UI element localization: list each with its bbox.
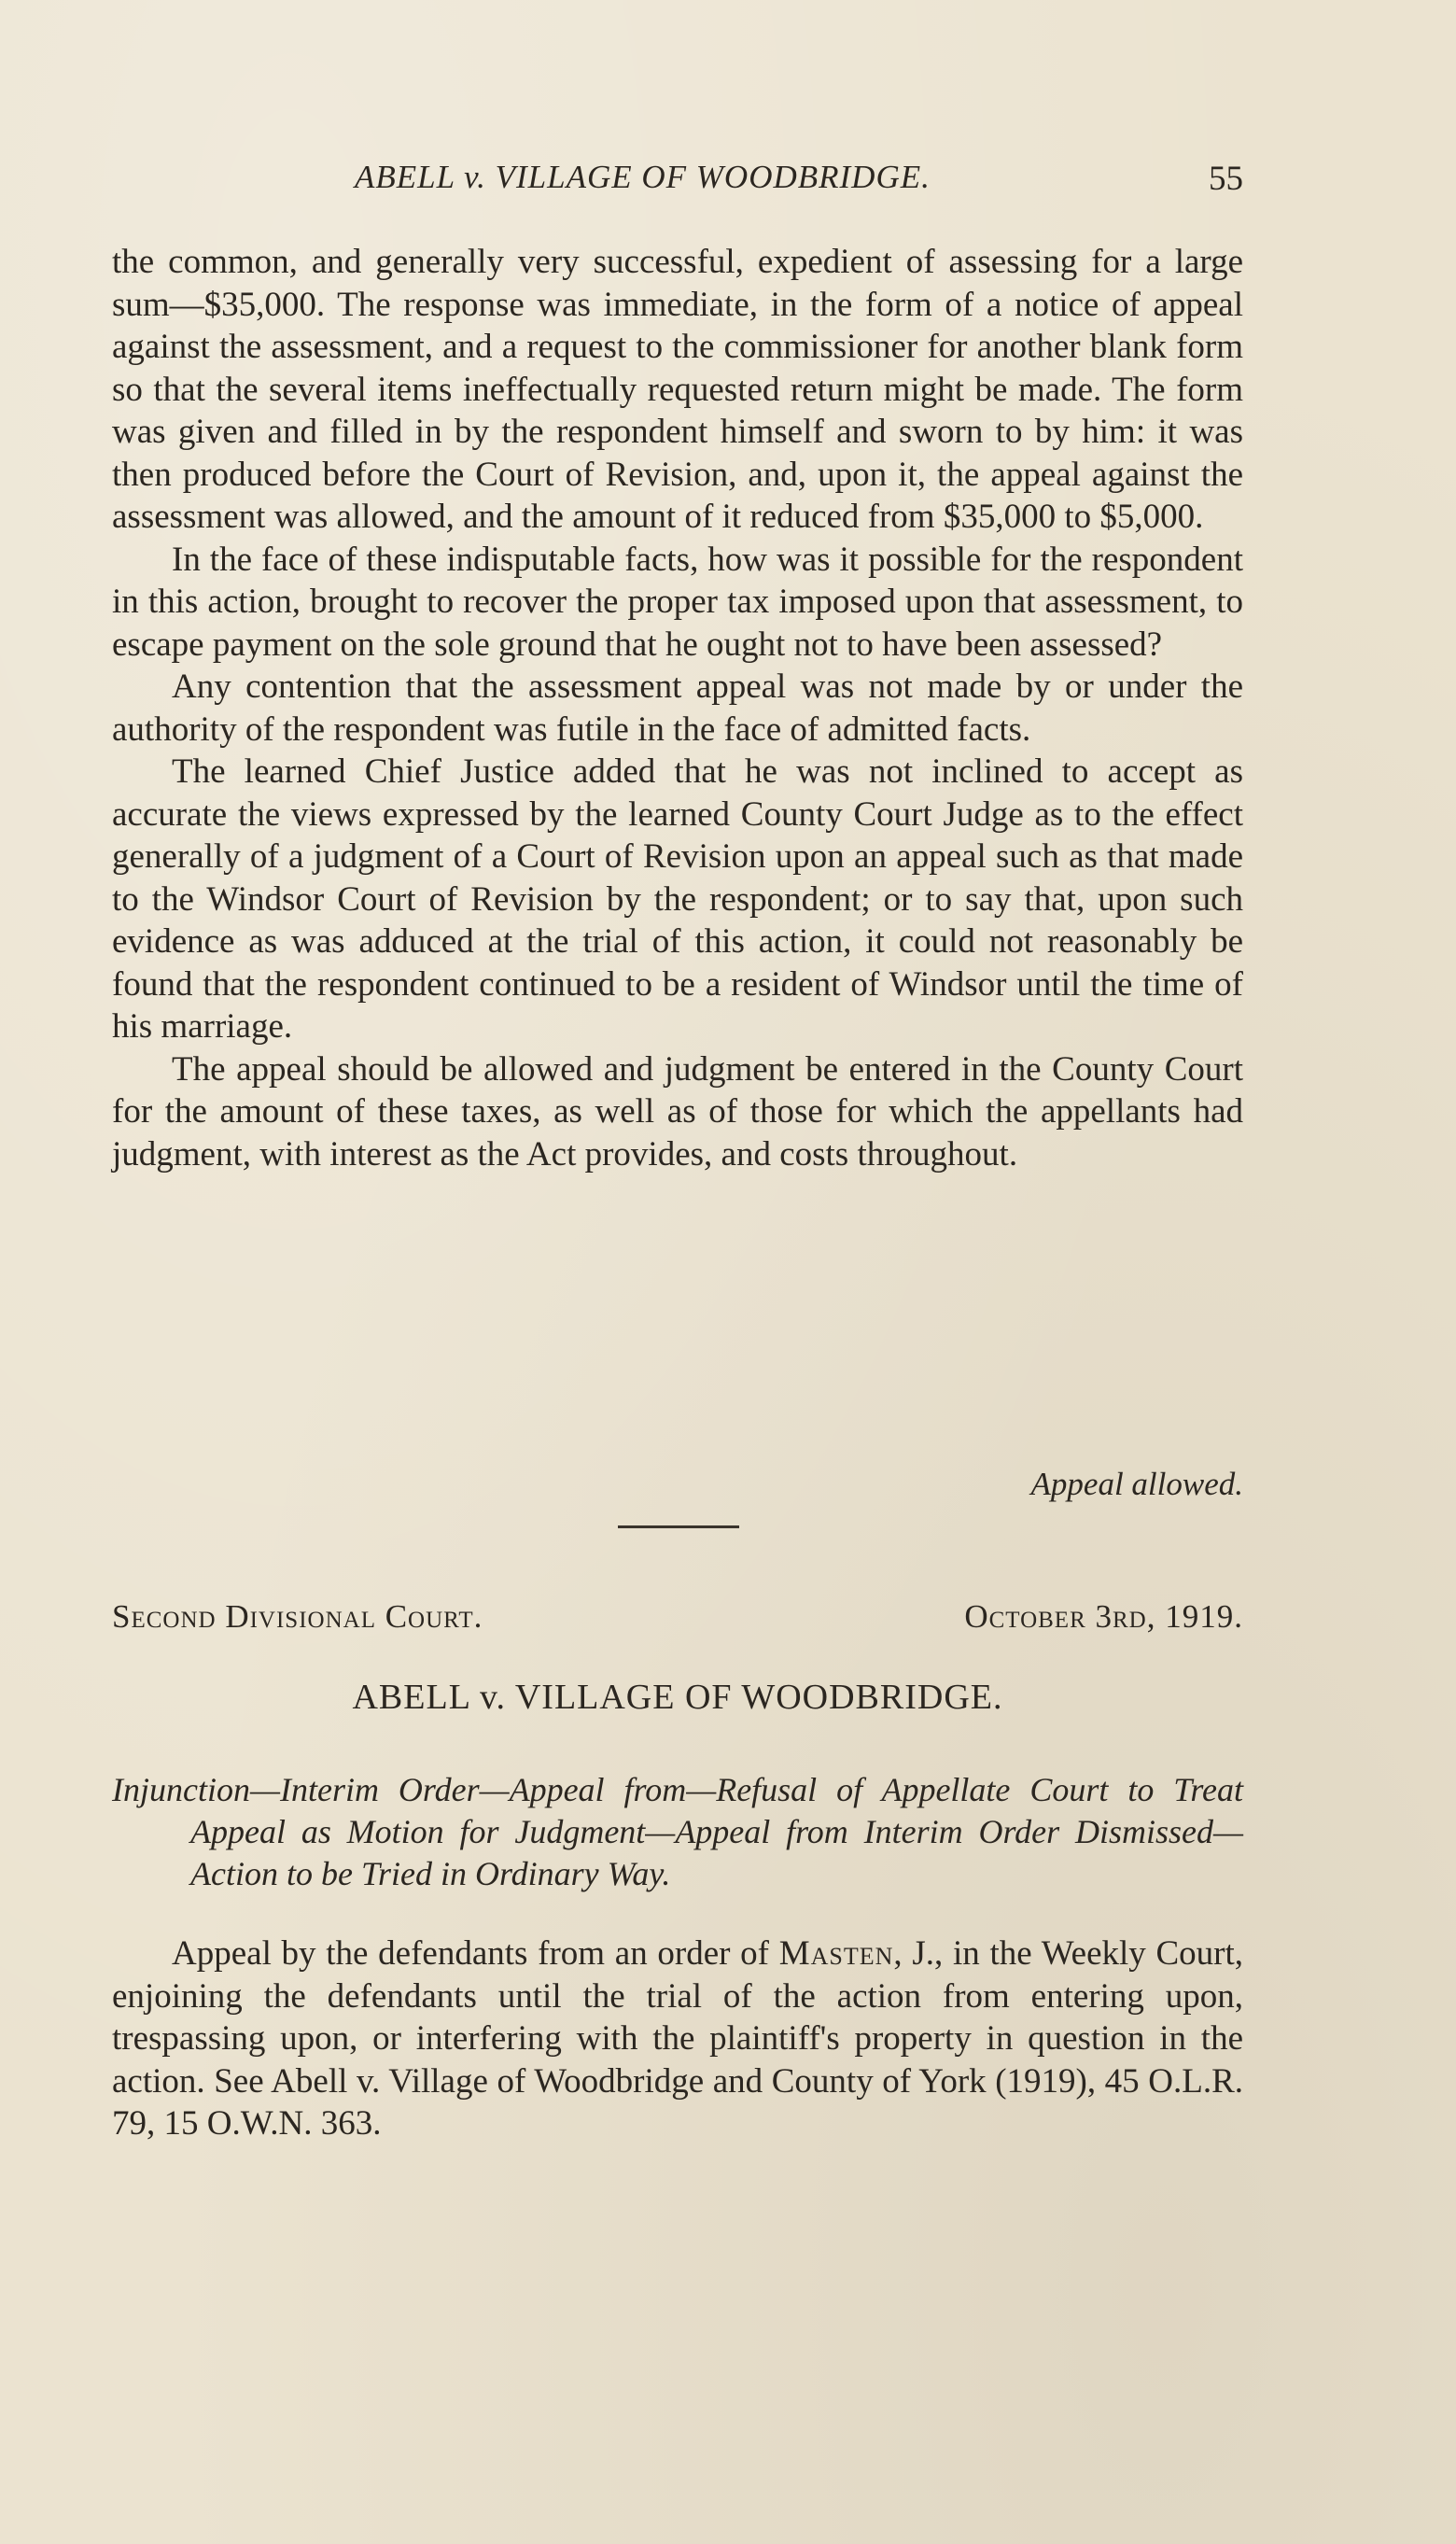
disposition: Appeal allowed.: [1030, 1466, 1243, 1502]
court-line: [112, 1598, 1243, 1645]
paragraph: In the face of these indisputable facts, how was it possible for the respondent in this action, brought to recover the proper tax imposed upon that assessment, to escape payment on the sole ground that he ought not to have been assessed?: [112, 540, 1243, 664]
headnote: Injunction—Interim Order—Appeal from—Refusal of Appellate Court to Treat Appeal as Motion for Judgment—Appeal from Interim Order Dismissed—Action to be Tried in Ordinary Way.: [112, 1771, 1243, 1892]
appeal-description: [112, 1933, 1243, 2145]
running-head: [112, 159, 1243, 205]
paragraph: The appeal should be allowed and judgment be entered in the County Court for the amount of these taxes, as well as of those for which the appellants had judgment, with interest as the Act provides, and costs throughout.: [112, 1049, 1243, 1174]
appeal-intro: Appeal by the defendants from an order of: [172, 1934, 769, 1973]
paragraph: [112, 1933, 1243, 2145]
paragraph: Any contention that the assessment appeal was not made by or under the authority of the respondent was futile in the face of admitted facts.: [112, 668, 1243, 749]
paragraph-continued: the common, and generally very successful, expedient of assessing for a large sum—$35,000. The response was immediate, in the form of a notice of appeal against the assessment, and a request to the commissioner for another blank form so that the several items ineffectually requested return might be made. The form was given and filled in by the respondent himself and sworn to by him: it was then produced before the Court of Revision, and, upon it, the appeal against the assessment was allowed, and the amount of it reduced from $35,000 to $5,000.: [112, 243, 1243, 536]
appeal-rest: , J., in the Weekly Court, enjoining the defendants until the trial of the action from entering upon, trespassing upon, or interfering with the plaintiff's property in question in the action. See Abell v. Village of Woodbridge and County of York (1919), 45 O.L.R. 79, 15 O.W.N. 363.: [112, 1934, 1244, 2143]
paragraph: The learned Chief Justice added that he was not inclined to accept as accurate the views expressed by the learned County Court Judge as to the effect generally of a judgment of a Court of Revision upon an appeal such as that made to the Windsor Court of Revision by the respondent; or to say that, upon such evidence as was adduced at the trial of this action, it could not reasonably be found that the respondent continued to be a resident of Windsor until the time of his marriage.: [112, 752, 1243, 1046]
decision-date: October 3rd, 1919.: [964, 1598, 1243, 1635]
running-title: ABELL v. VILLAGE OF WOODBRIDGE.: [355, 159, 931, 195]
page-number: 55: [1209, 160, 1243, 198]
judgment-text: [112, 241, 1243, 1175]
judge-name: Masten: [778, 1934, 894, 1973]
court-name: Second Divisional Court.: [112, 1598, 483, 1635]
section-divider: [618, 1525, 739, 1528]
case-title: ABELL v. VILLAGE OF WOODBRIDGE.: [352, 1678, 1003, 1717]
